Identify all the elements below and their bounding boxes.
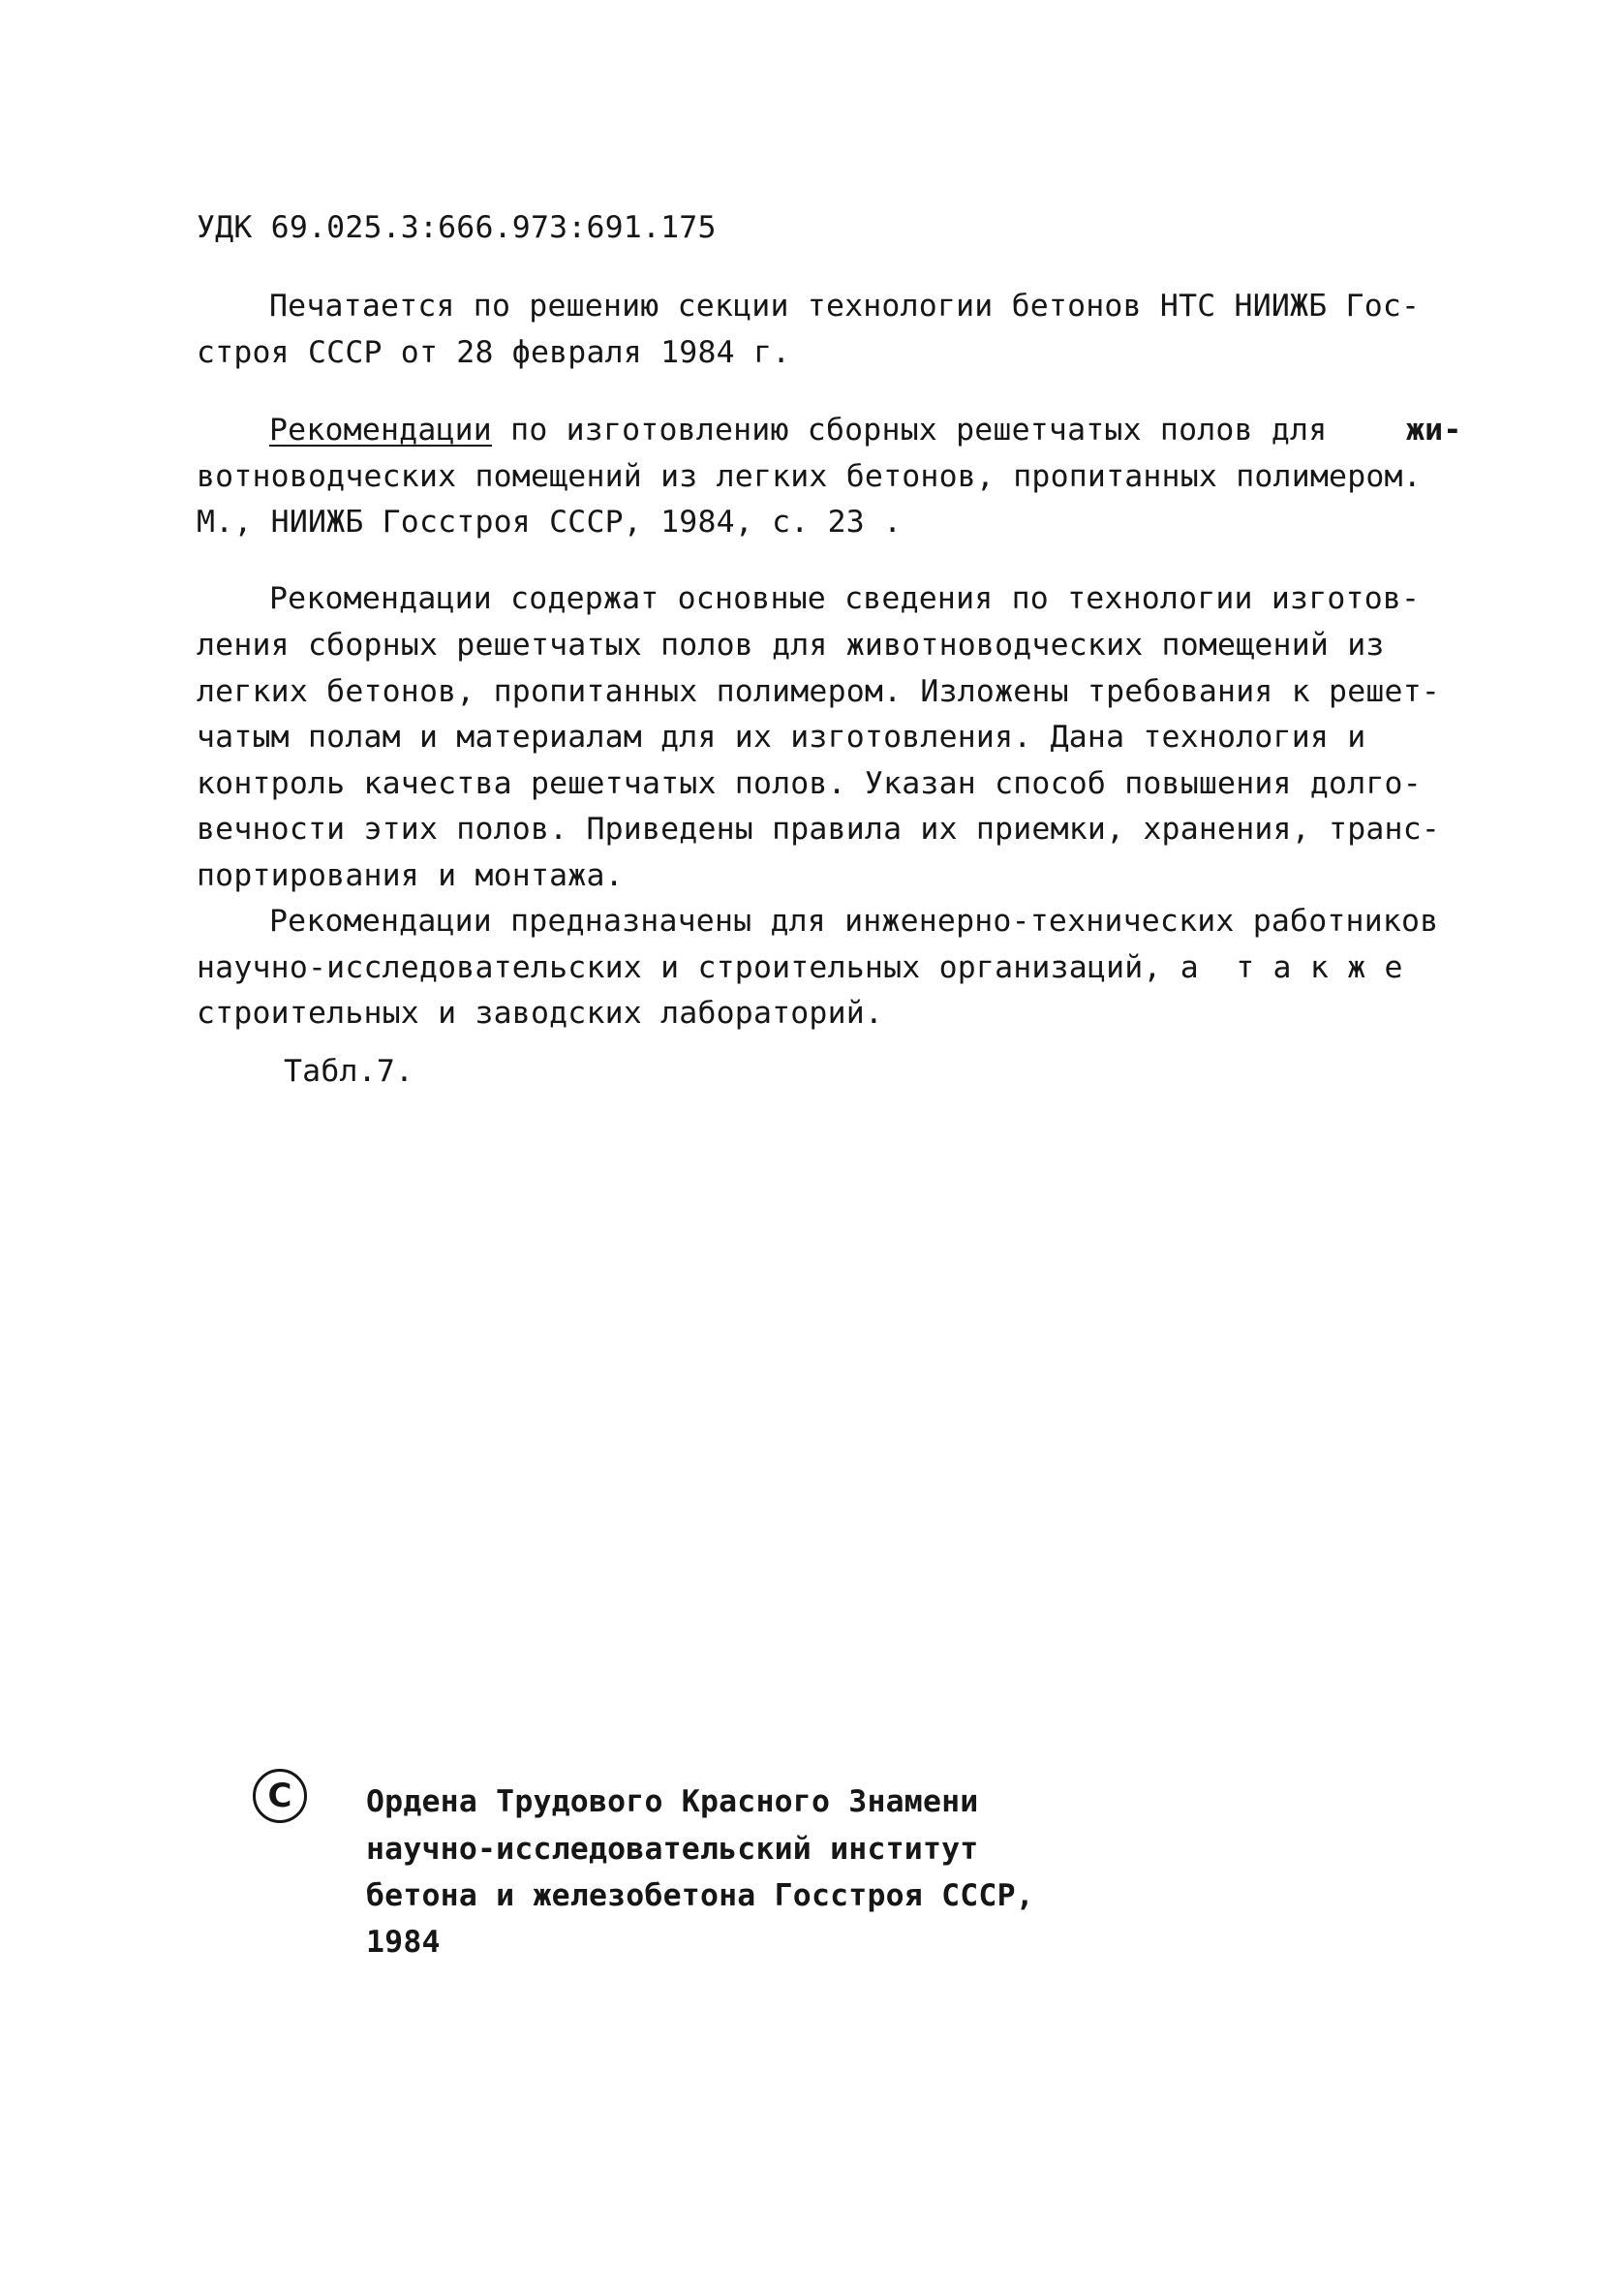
citation-line-1-hyphenation: жи- bbox=[1406, 413, 1462, 448]
audience-line-3: строительных и заводских лабораторий. bbox=[197, 996, 884, 1031]
abstract-line-7: портирования и монтажа. bbox=[197, 858, 624, 893]
citation-line-3: М., НИИЖБ Госстроя СССР, 1984, с. 23 . bbox=[197, 505, 903, 540]
citation-line-1 bbox=[269, 411, 1346, 449]
copyright-symbol: C bbox=[267, 1777, 292, 1815]
citation-line-2: вотноводческих помещений из легких бетонов, пропитанных полимером. bbox=[197, 459, 1422, 494]
print-note-line-2: строя СССР от 28 февраля 1984 г. bbox=[197, 335, 791, 370]
print-note-text: Печатается по решению секции технологии бетонов НТС НИИЖБ Гос- bbox=[269, 289, 1421, 324]
abstract-line-3: легких бетонов, пропитанных полимером. Изложены требования к решет- bbox=[197, 674, 1441, 709]
audience-line-1: Рекомендации предназначены для инженерно-технических работников bbox=[269, 904, 1439, 939]
copyright-line-4: 1984 bbox=[366, 1925, 441, 1960]
abstract-line-2: ления сборных решетчатых полов для животноводческих помещений из bbox=[197, 628, 1385, 663]
print-note-line-1 bbox=[269, 287, 1470, 325]
copyright-icon bbox=[253, 1769, 307, 1823]
abstract-line-4: чатым полам и материалам для их изготовления. Дана технология и bbox=[197, 720, 1366, 755]
audience-line-2: научно-исследовательских и строительных организаций, а т а к ж е bbox=[197, 950, 1403, 985]
copyright-line-2: научно-исследовательский институт bbox=[366, 1832, 979, 1867]
copyright-line-1: Ордена Трудового Красного Знамени bbox=[366, 1784, 979, 1819]
abstract-line-1: Рекомендации содержат основные сведения по технологии изготов- bbox=[269, 581, 1421, 616]
copyright-line-3: бетона и железобетона Госстроя СССР, bbox=[366, 1878, 1034, 1913]
citation-line-1-rest: по изготовлению сборных решетчатых полов для bbox=[491, 413, 1346, 448]
citation-title-word: Рекомендации bbox=[269, 413, 492, 448]
tables-note: Табл.7. bbox=[284, 1054, 414, 1089]
udk-code: УДК 69.025.3:666.973:691.175 bbox=[197, 210, 717, 245]
abstract-line-6: вечности этих полов. Приведены правила их приемки, хранения, транс- bbox=[197, 812, 1441, 847]
abstract-line-5: контроль качества решетчатых полов. Указан способ повышения долго- bbox=[197, 766, 1422, 801]
